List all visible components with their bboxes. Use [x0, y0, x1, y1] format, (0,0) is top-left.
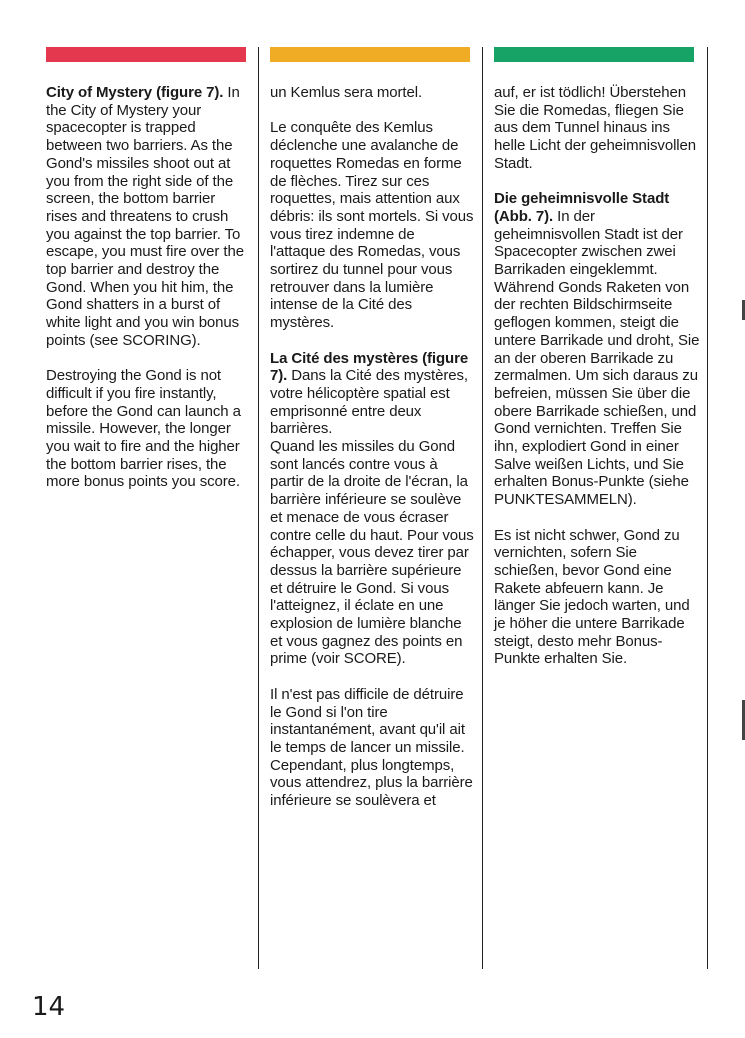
french-paragraph-2 — [270, 350, 474, 439]
page-number: 14 — [32, 992, 66, 1022]
french-paragraph-3: Quand les missiles du Gond sont lancés contre vous à partir de la droite de l'écran, la barrière inférieure se soulève et menace de vous écraser contre celle du haut. Pour vous échapper, vous devez tirer par dessus la barrière supérieure et détruire le Gond. Si vous l'atteignez, il éclate en une explosion de lumière blanche et vous gagnez des points en prime (voir SCORE). — [270, 438, 474, 668]
column-divider-3 — [707, 47, 708, 969]
english-text-1: In the City of Mystery your spacecopter is trapped between two barriers. As the Gond's missiles shoot out at you from the right side of the screen, the bottom barrier rises and threatens to crush you against the top barrier. To escape, you must fire over the top barrier and destroy the Gond. When you hit him, the Gond shatters in a burst of white light and you win bonus points (see SCORING). — [46, 84, 244, 349]
german-color-bar — [494, 47, 694, 62]
french-column — [270, 84, 474, 827]
german-column — [494, 84, 700, 686]
column-divider-1 — [258, 47, 259, 969]
german-paragraph-2: Es ist nicht schwer, Gond zu vernichten, sofern Sie schießen, bevor Gond eine Rakete abfeuern kann. Je länger Sie jedoch warten, und je höher die untere Barrikade steigt, desto mehr Bonus-Punkte erhalten Sie. — [494, 526, 690, 668]
english-paragraph-1 — [46, 84, 250, 350]
english-heading: City of Mystery (figure 7). — [46, 84, 224, 101]
english-color-bar — [46, 47, 246, 62]
german-text-1: In der geheimnisvollen Stadt ist der Spacecopter zwischen zwei Barrikaden eingeklemmt. Während Gonds Raketen von der rechten Bildschirmseite geflogen kommen, steigt die untere Barrikade und droht, Sie an der oberen Barrikade zu zermalmen. Um sich daraus zu befreien, müssen Sie über die obere Barrikade schießen, und Gond vernichten. Treffen Sie ihn, explodiert Gond in einer Salve weißen Lichts, und Sie erhalten Bonus-Punkte (siehe PUNKTESAMMELN). — [494, 207, 700, 509]
german-heading: Die geheimnisvolle Stadt (Abb. 7). — [494, 190, 670, 225]
french-paragraph-1: Le conquête des Kemlus déclenche une avalanche de roquettes Romedas en forme de flèches. Tirez sur ces roquettes, mais attention aux débris: ils sont mortels. Si vous vous tirez indemne de l'attaque des Romedas, vous sortirez du tunnel pour vous retrouver dans la lumière intense de la Cité des mystères. — [270, 119, 474, 332]
french-text-2: Dans la Cité des mystères, votre hélicoptère spatial est emprisonné entre deux barrières. — [270, 367, 468, 438]
french-heading: La Cité des mystères (figure 7). — [270, 349, 469, 385]
french-paragraph-4: Il n'est pas difficile de détruire le Gond si l'on tire instantanément, avant qu'il ait le temps de lancer un missile. Cependant, plus longtemps, vous attendrez, plus la barrière inférieure se soulèvera et — [270, 685, 473, 810]
french-paragraph-0: un Kemlus sera mortel. — [270, 84, 423, 101]
german-paragraph-0: auf, er ist tödlich! Überstehen Sie die Romedas, fliegen Sie aus dem Tunnel hinaus ins helle Licht der geheimnisvollen Stadt. — [494, 84, 697, 172]
english-column — [46, 84, 250, 509]
german-paragraph-1 — [494, 190, 700, 509]
column-divider-2 — [482, 47, 483, 969]
english-paragraph-2: Destroying the Gond is not difficult if you fire instantly, before the Gond can launch a missile. However, the longer you wait to fire and the higher the bottom barrier rises, the more bonus points you score. — [46, 367, 241, 491]
french-color-bar — [270, 47, 470, 62]
